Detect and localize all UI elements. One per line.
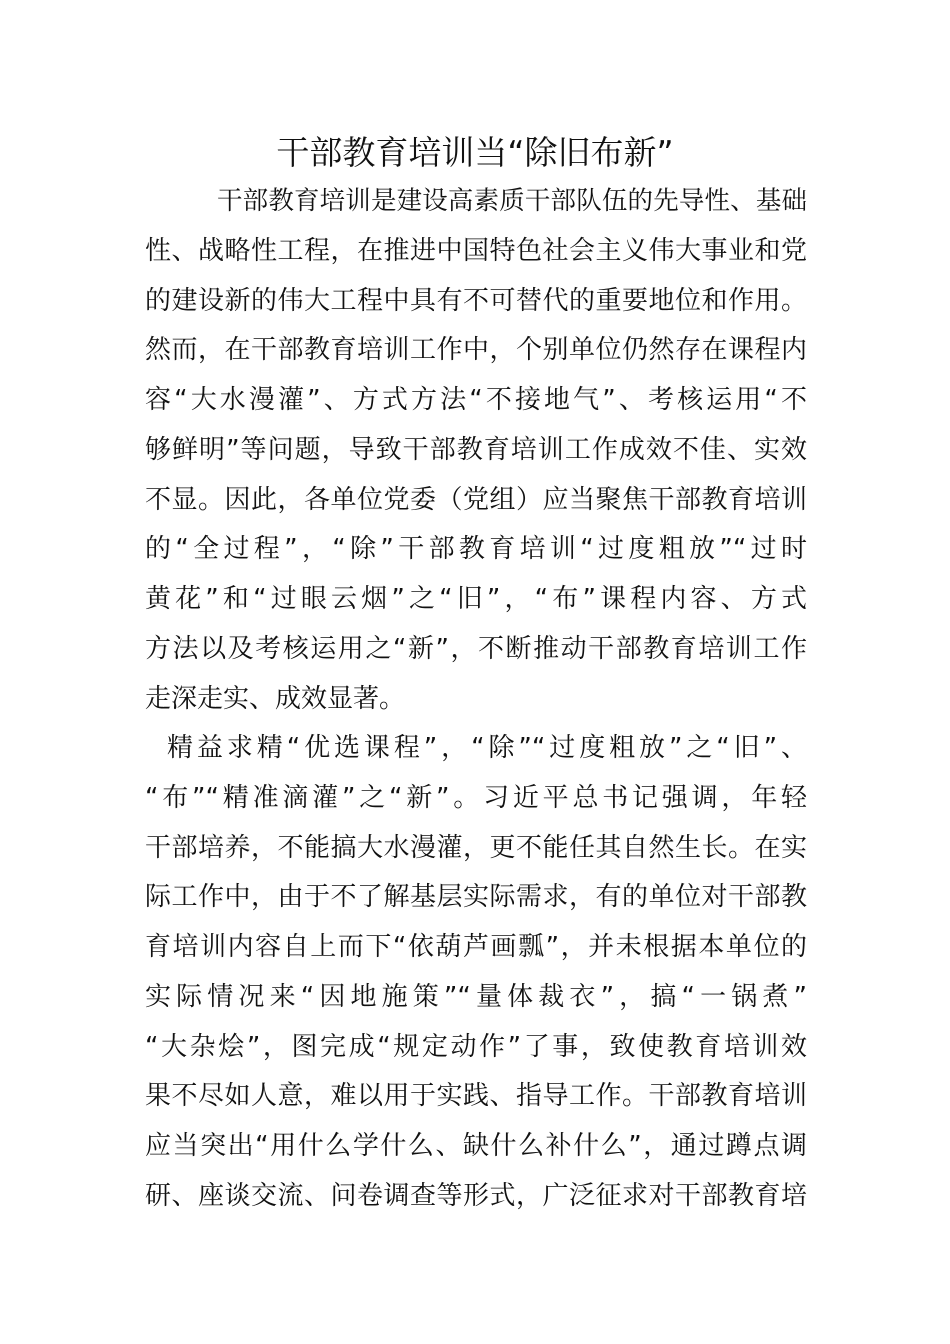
paragraph-2-line-3: 干部培养，不能搞大水漫灌，更不能任其自然生长。在实 [145,833,807,863]
paragraph-2-line-8: 果不尽如人意，难以用于实践、指导工作。干部教育培训 [145,1081,807,1111]
paragraph-1-line-1: 干部教育培训是建设高素质干部队伍的先导性、基础 [217,186,807,216]
paragraph-2-line-2: “布”“精准滴灌”之“新”。习近平总书记强调，年轻 [145,783,807,813]
paragraph-2-line-1: 精益求精“优选课程”，“除”“过度粗放”之“旧”、 [167,733,807,763]
paragraph-1-line-11: 走深走实、成效显著。 [145,684,406,714]
paragraph-2-line-6: 实际情况来“因地施策”“量体裁衣”，搞“一锅煮” [145,982,807,1012]
paragraph-1-line-8: 的“全过程”，“除”干部教育培训“过度粗放”“过时 [145,534,807,564]
paragraph-2-line-9: 应当突出“用什么学什么、缺什么补什么”，通过蹲点调 [145,1131,807,1161]
paragraph-2-line-5: 育培训内容自上而下“依葫芦画瓢”，并未根据本单位的 [145,932,807,962]
document-title: 干部教育培训当“除旧布新” [276,133,674,172]
paragraph-1-line-5: 容“大水漫灌”、方式方法“不接地气”、考核运用“不 [145,385,807,415]
paragraph-1-line-3: 的建设新的伟大工程中具有不可替代的重要地位和作用。 [145,286,807,316]
paragraph-1-line-4: 然而，在干部教育培训工作中，个别单位仍然存在课程内 [145,335,807,365]
paragraph-1-line-6: 够鲜明”等问题，导致干部教育培训工作成效不佳、实效 [145,435,807,465]
paragraph-1-line-10: 方法以及考核运用之“新”，不断推动干部教育培训工作 [145,634,807,664]
paragraph-2-line-4: 际工作中，由于不了解基层实际需求，有的单位对干部教 [145,882,807,912]
paragraph-1-line-9: 黄花”和“过眼云烟”之“旧”，“布”课程内容、方式 [145,584,807,614]
paragraph-1-line-2: 性、战略性工程，在推进中国特色社会主义伟大事业和党 [145,236,807,266]
paragraph-2-line-10: 研、座谈交流、问卷调查等形式，广泛征求对干部教育培 [145,1181,807,1211]
paragraph-1-line-7: 不显。因此，各单位党委（党组）应当聚焦干部教育培训 [145,485,807,515]
paragraph-2-line-7: “大杂烩”，图完成“规定动作”了事，致使教育培训效 [145,1032,807,1062]
